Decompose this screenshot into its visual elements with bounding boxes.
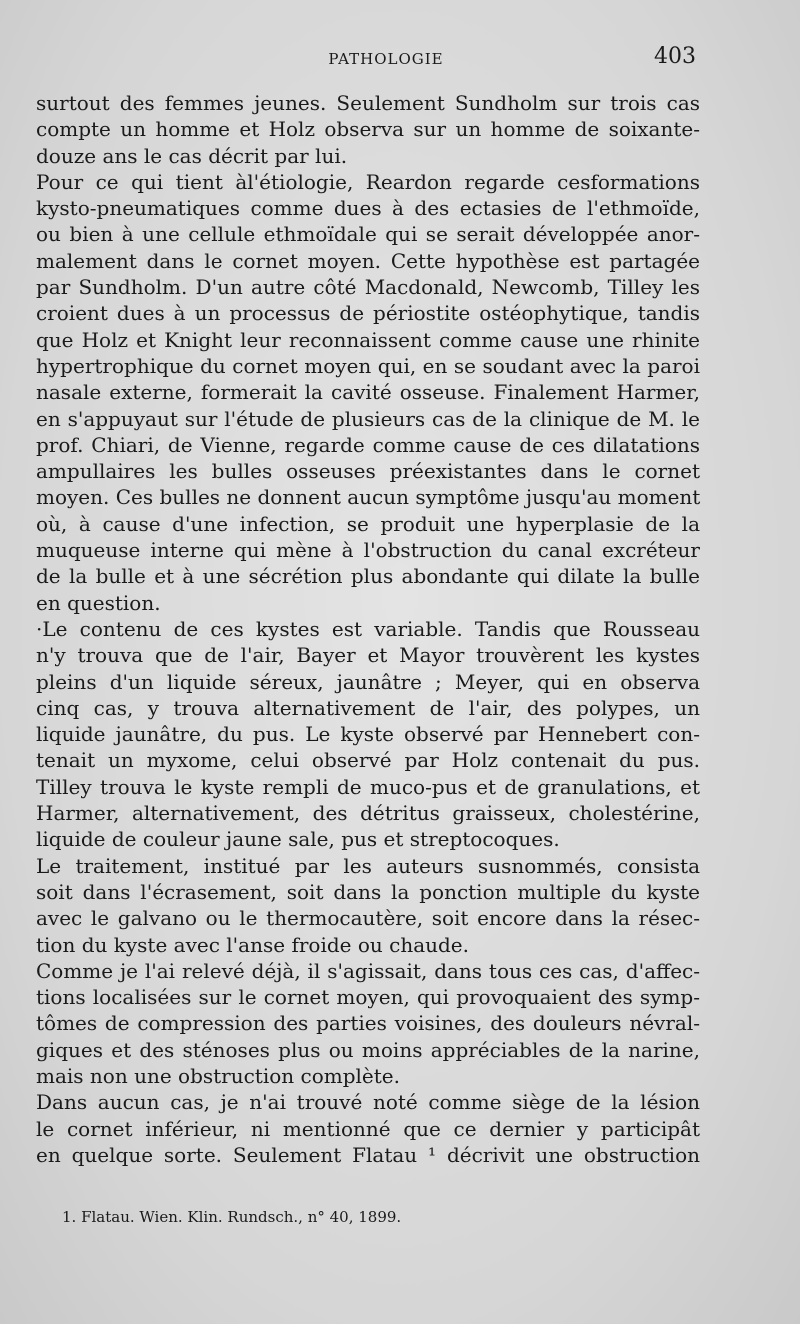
text-line: avec le galvano ou le thermocautère, soit encore dans la résec- xyxy=(36,906,700,931)
running-title: PATHOLOGIE xyxy=(328,50,444,68)
text-line: ou bien à une cellule ethmoïdale qui se serait développée anor- xyxy=(36,222,700,247)
text-line: ·Le contenu de ces kystes est variable. Tandis que Rousseau xyxy=(36,616,700,641)
text-line: Le traitement, institué par les auteurs susnommés, consista xyxy=(36,853,700,878)
text-line: hypertrophique du cornet moyen qui, en se soudant avec la paroi xyxy=(36,353,700,378)
text-line: Comme je l'ai relevé déjà, il s'agissait, dans tous ces cas, d'affec- xyxy=(36,958,700,983)
text-line: en s'appuyaut sur l'étude de plusieurs cas de la clinique de M. le xyxy=(36,406,700,431)
text-line: de la bulle et à une sécrétion plus abondante qui dilate la bulle xyxy=(36,564,700,589)
text-line: giques et des sténoses plus ou moins appréciables de la narine, xyxy=(36,1037,700,1062)
text-line: que Holz et Knight leur reconnaissent comme cause une rhinite xyxy=(36,327,700,352)
text-line: Harmer, alternativement, des détritus graisseux, cholestérine, xyxy=(36,801,700,826)
text-line: douze ans le cas décrit par lui. xyxy=(36,143,348,168)
text-line: malement dans le cornet moyen. Cette hypothèse est partagée xyxy=(36,248,700,273)
text-line: par Sundholm. D'un autre côté Macdonald, Newcomb, Tilley les xyxy=(36,275,700,300)
text-line: nasale externe, formerait la cavité osseuse. Finalement Harmer, xyxy=(36,380,700,405)
text-line: en quelque sorte. Seulement Flatau ¹ décrivit une obstruction xyxy=(36,1142,700,1167)
text-line: muqueuse interne qui mène à l'obstruction du canal excréteur xyxy=(36,538,700,563)
text-line: prof. Chiari, de Vienne, regarde comme cause de ces dilatations xyxy=(36,432,700,457)
text-line: tion du kyste avec l'anse froide ou chaude. xyxy=(36,932,469,957)
text-line: en question. xyxy=(36,590,161,615)
text-line: Pour ce qui tient àl'étiologie, Reardon regarde cesformations xyxy=(36,169,700,194)
text-line: soit dans l'écrasement, soit dans la ponction multiple du kyste xyxy=(36,879,700,904)
text-line: pleins d'un liquide séreux, jaunâtre ; Meyer, qui en observa xyxy=(36,669,700,694)
text-line: cinq cas, y trouva alternativement de l'air, des polypes, un xyxy=(36,695,700,720)
text-line: liquide jaunâtre, du pus. Le kyste observé par Hennebert con- xyxy=(36,722,700,747)
text-line: n'y trouva que de l'air, Bayer et Mayor trouvèrent les kystes xyxy=(36,643,700,668)
text-line: ampullaires les bulles osseuses préexistantes dans le cornet xyxy=(36,459,700,484)
text-line: liquide de couleur jaune sale, pus et streptocoques. xyxy=(36,827,560,852)
text-line: surtout des femmes jeunes. Seulement Sundholm sur trois cas xyxy=(36,91,700,115)
footnote: 1. Flatau. Wien. Klin. Rundsch., n° 40, 1899. xyxy=(62,1208,402,1226)
text-line: tenait un myxome, celui observé par Holz contenait du pus. xyxy=(36,748,700,773)
text-line: tions localisées sur le cornet moyen, qui provoquaient des symp- xyxy=(36,985,700,1010)
text-line: Dans aucun cas, je n'ai trouvé noté comme siège de la lésion xyxy=(36,1090,700,1115)
text-line: tômes de compression des parties voisines, des douleurs névral- xyxy=(36,1011,700,1036)
text-line: moyen. Ces bulles ne donnent aucun symptôme jusqu'au moment xyxy=(36,485,701,510)
text-line: où, à cause d'une infection, se produit une hyperplasie de la xyxy=(36,511,700,536)
text-line: mais non une obstruction complète. xyxy=(36,1063,400,1088)
text-line: croient dues à un processus de périostite ostéophytique, tandis xyxy=(36,301,700,326)
page-header xyxy=(36,44,696,78)
text-line: compte un homme et Holz observa sur un homme de soixante- xyxy=(36,117,700,142)
text-line: kysto-pneumatiques comme dues à des ectasies de l'ethmoïde, xyxy=(36,196,700,221)
text-line: Tilley trouva le kyste rempli de muco-pus et de granulations, et xyxy=(36,774,700,799)
page-number: 403 xyxy=(654,44,696,69)
body-text xyxy=(36,90,700,1168)
text-line: le cornet inférieur, ni mentionné que ce dernier y participât xyxy=(36,1116,700,1141)
